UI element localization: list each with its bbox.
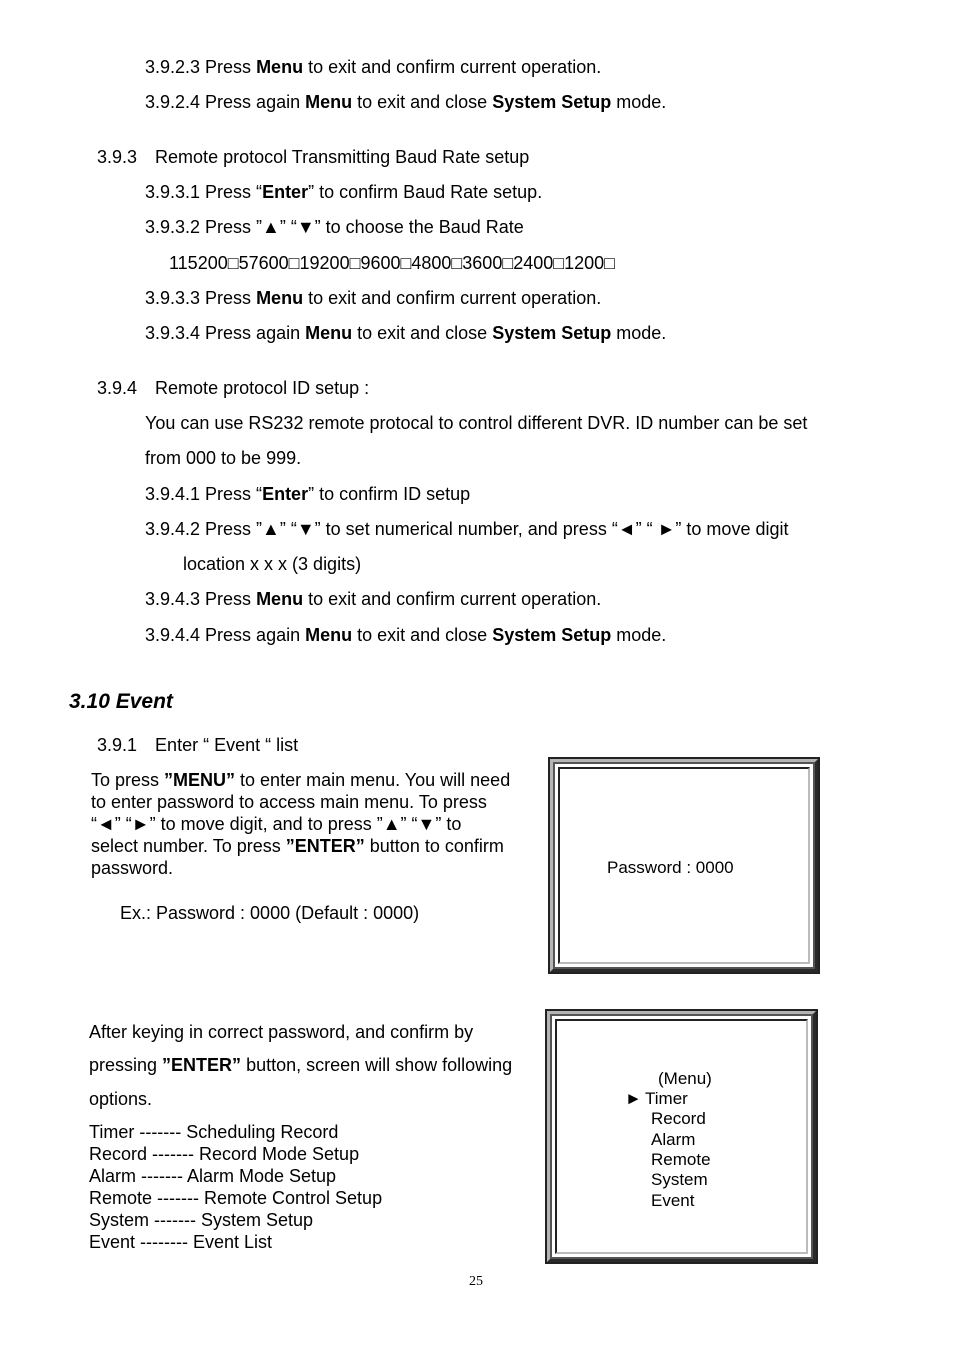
- section-title: Remote protocol Transmitting Baud Rate setup: [155, 147, 530, 167]
- password-instructions-line-2: to enter password to access main menu. To press: [91, 792, 487, 812]
- section-3-9-3-heading: [97, 146, 529, 168]
- step-text: 3.9.4.3 Press: [145, 589, 257, 609]
- step-text: ” to confirm Baud Rate setup.: [308, 182, 543, 202]
- menu-option-timer: Timer ------- Scheduling Record: [89, 1122, 339, 1142]
- section-title: Remote protocol ID setup :: [155, 378, 370, 398]
- section-3-9-4-heading: [97, 377, 369, 399]
- password-instructions-line-4: [91, 835, 504, 857]
- password-example: Ex.: Password : 0000 (Default : 0000): [120, 903, 420, 923]
- menu-option-event: Event -------- Event List: [89, 1232, 273, 1252]
- menu-instructions-line-1: After keying in correct password, and confirm by: [89, 1022, 474, 1042]
- menu-screen: [547, 1011, 816, 1262]
- step-text: to exit and confirm current operation.: [303, 57, 602, 77]
- screen-menu-item-event: Event: [651, 1191, 695, 1210]
- baud-rate-list: [169, 252, 615, 274]
- enter-keyword: Enter: [262, 182, 309, 202]
- menu-keyword: Menu: [256, 57, 304, 77]
- step-text: mode.: [611, 92, 667, 112]
- step-text: location x x x (3 digits): [183, 554, 362, 574]
- screen-menu-item-remote: Remote: [651, 1150, 711, 1169]
- menu-keyword: Menu: [256, 589, 304, 609]
- step-text: to exit and confirm current operation.: [303, 589, 602, 609]
- step-text: 3.9.3.1 Press “: [145, 182, 263, 202]
- step-3-9-4-2: [145, 518, 788, 540]
- screen-menu-item-alarm: Alarm: [651, 1130, 696, 1149]
- step-text: 3.9.3.3 Press: [145, 288, 257, 308]
- step-text: to exit and close: [352, 323, 493, 343]
- step-text: to exit and close: [352, 625, 493, 645]
- step-3-9-4-2-continued: [183, 553, 361, 575]
- step-text: 3.9.2.4 Press again: [145, 92, 306, 112]
- paragraph-text: from 000 to be 999.: [145, 448, 302, 468]
- password-instructions-line-3: “◄” “►” to move digit, and to press ”▲” “▼” to: [91, 814, 462, 834]
- system-setup-keyword: System Setup: [492, 92, 612, 112]
- step-text: to exit and confirm current operation.: [303, 288, 602, 308]
- password-screen: [550, 759, 818, 972]
- menu-option-record: Record ------- Record Mode Setup: [89, 1144, 360, 1164]
- paragraph-text: to enter main menu. You will need: [235, 770, 511, 790]
- password-instructions-line-1: [91, 769, 510, 791]
- step-text: to exit and close: [352, 92, 493, 112]
- paragraph-text: select number. To press: [91, 836, 286, 856]
- step-3-9-2-3: [145, 56, 601, 78]
- screen-menu-item-system: System: [651, 1170, 708, 1189]
- step-3-9-2-4: [145, 91, 666, 113]
- step-text: 3.9.3.2 Press ”▲” “▼” to choose the Baud Rate: [145, 217, 524, 237]
- menu-instructions-line-2: [89, 1054, 512, 1076]
- id-description-line-2: [145, 447, 301, 469]
- menu-option-alarm: Alarm ------- Alarm Mode Setup: [89, 1166, 337, 1186]
- menu-cursor-icon: ►: [625, 1089, 642, 1108]
- step-text: ” to confirm ID setup: [308, 484, 471, 504]
- paragraph-text: You can use RS232 remote protocal to control different DVR. ID number can be set: [145, 413, 808, 433]
- screen-menu-item-record: Record: [651, 1109, 706, 1128]
- system-setup-keyword: System Setup: [492, 625, 612, 645]
- enter-key-label: ”ENTER”: [285, 836, 365, 856]
- step-3-9-3-1: [145, 181, 542, 203]
- section-title: Enter “ Event “ list: [155, 735, 299, 755]
- paragraph-text: pressing: [89, 1055, 163, 1075]
- baud-rate-values: 115200□57600□19200□9600□4800□3600□2400□1200□: [169, 253, 616, 273]
- section-3-10-heading: 3.10 Event: [69, 690, 173, 713]
- step-text: 3.9.4.1 Press “: [145, 484, 263, 504]
- paragraph-text: button to confirm: [364, 836, 504, 856]
- step-3-9-4-4: [145, 624, 666, 646]
- menu-keyword: Menu: [305, 323, 353, 343]
- enter-key-label: ”ENTER”: [162, 1055, 242, 1075]
- password-instructions-line-5: password.: [91, 858, 174, 878]
- step-text: 3.9.2.3 Press: [145, 57, 257, 77]
- id-description-line-1: [145, 412, 807, 434]
- menu-option-system: System ------- System Setup: [89, 1210, 314, 1230]
- menu-option-remote: Remote ------- Remote Control Setup: [89, 1188, 383, 1208]
- paragraph-text: To press: [91, 770, 165, 790]
- screen-menu-item-timer: Timer: [645, 1089, 688, 1108]
- section-number: 3.9.4: [97, 378, 138, 398]
- section-3-9-1-heading: [97, 734, 298, 756]
- section-number: 3.9.1: [97, 735, 138, 755]
- paragraph-text: button, screen will show following: [241, 1055, 513, 1075]
- section-number: 3.9.3: [97, 147, 138, 167]
- menu-keyword: Menu: [256, 288, 304, 308]
- menu-keyword: Menu: [305, 625, 353, 645]
- step-3-9-3-4: [145, 322, 666, 344]
- password-prompt: Password : 0000: [607, 858, 734, 877]
- menu-key-label: ”MENU”: [164, 770, 236, 790]
- step-text: mode.: [611, 323, 667, 343]
- step-text: 3.9.3.4 Press again: [145, 323, 306, 343]
- page-number: 25: [469, 1274, 483, 1289]
- menu-instructions-line-3: options.: [89, 1089, 153, 1109]
- step-3-9-4-3: [145, 588, 601, 610]
- menu-screen-header: (Menu): [658, 1069, 712, 1088]
- step-text: 3.9.4.2 Press ”▲” “▼” to set numerical number, and press “◄” “ ►” to move digit: [145, 519, 789, 539]
- step-3-9-3-2: [145, 216, 524, 238]
- menu-keyword: Menu: [305, 92, 353, 112]
- step-text: 3.9.4.4 Press again: [145, 625, 306, 645]
- enter-keyword: Enter: [262, 484, 309, 504]
- step-text: mode.: [611, 625, 667, 645]
- step-3-9-3-3: [145, 287, 601, 309]
- step-3-9-4-1: [145, 483, 470, 505]
- system-setup-keyword: System Setup: [492, 323, 612, 343]
